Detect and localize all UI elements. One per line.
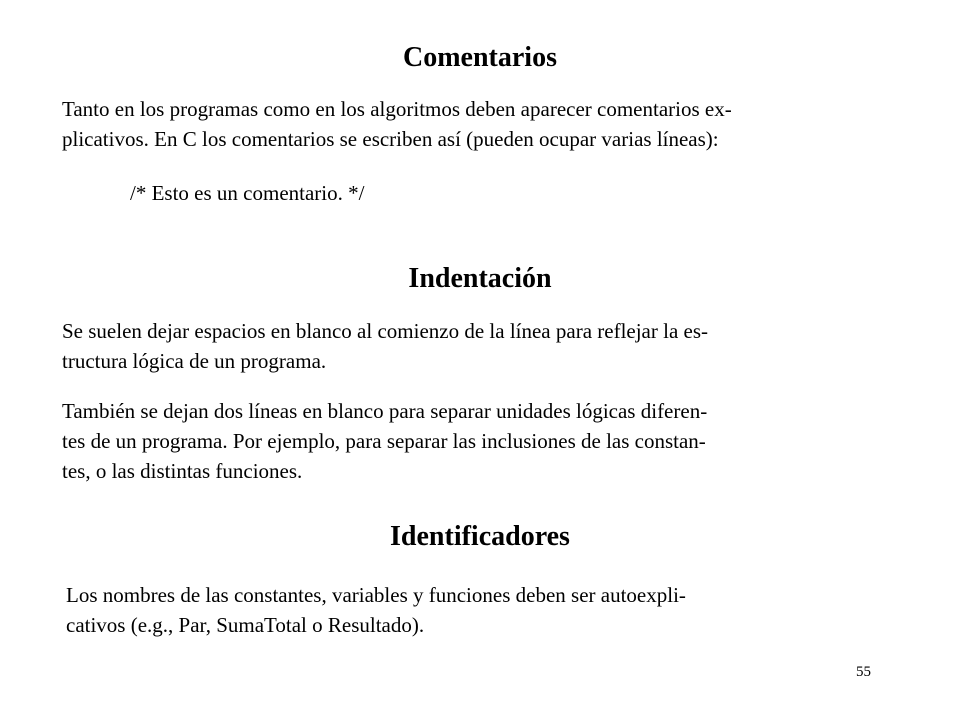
paragraph-line: tructura lógica de un programa. bbox=[62, 349, 327, 373]
paragraph-indentacion-1 bbox=[62, 316, 708, 376]
section-title-identificadores: Identificadores bbox=[390, 521, 570, 552]
paragraph-line: Los nombres de las constantes, variables y funciones deben ser autoexpli- bbox=[66, 583, 686, 607]
section-title-comentarios: Comentarios bbox=[403, 42, 557, 73]
paragraph-line: tes de un programa. Por ejemplo, para separar las inclusiones de las constan- bbox=[62, 429, 706, 453]
paragraph-identificadores bbox=[66, 580, 686, 640]
page-number: 55 bbox=[856, 664, 871, 680]
paragraph-line: plicativos. En C los comentarios se escriben así (pueden ocupar varias líneas): bbox=[62, 127, 719, 151]
paragraph-line: Se suelen dejar espacios en blanco al comienzo de la línea para reflejar la es- bbox=[62, 319, 709, 343]
paragraph-indentacion-2 bbox=[62, 396, 707, 486]
paragraph-line: Tanto en los programas como en los algoritmos deben aparecer comentarios ex- bbox=[62, 97, 732, 121]
section-title-indentacion: Indentación bbox=[408, 263, 552, 294]
paragraph-line: También se dejan dos líneas en blanco para separar unidades lógicas diferen- bbox=[62, 399, 708, 423]
paragraph-comentarios bbox=[62, 94, 732, 154]
code-example: /* Esto es un comentario. */ bbox=[130, 181, 365, 205]
paragraph-line: tes, o las distintas funciones. bbox=[62, 459, 303, 483]
paragraph-line: cativos (e.g., Par, SumaTotal o Resultado). bbox=[66, 613, 425, 637]
